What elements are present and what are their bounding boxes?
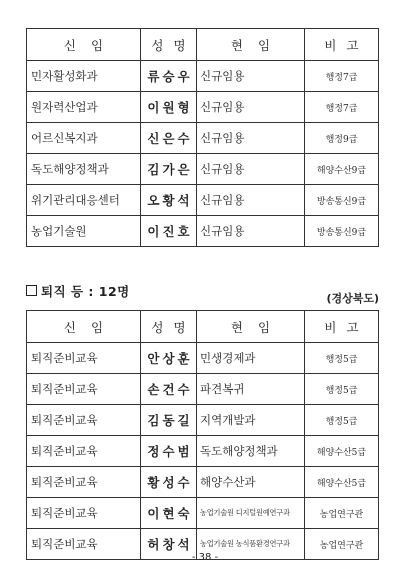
- note-cell: 행정9급: [305, 123, 379, 154]
- name-cell: 이현숙: [141, 498, 197, 529]
- name-cell: 김동길: [141, 405, 197, 436]
- current-post-cell: 해양수산과: [197, 467, 305, 498]
- note-cell: 행정7급: [305, 92, 379, 123]
- current-post-cell: 지역개발과: [197, 405, 305, 436]
- name-cell: 안상훈: [141, 343, 197, 374]
- new-post-cell: 퇴직준비교육: [27, 467, 141, 498]
- name-cell: 황성수: [141, 467, 197, 498]
- table-row: [27, 123, 379, 154]
- current-post-cell: 파견복귀: [197, 374, 305, 405]
- region-label: (경상북도): [326, 292, 379, 305]
- header-current-post: 현임: [197, 311, 305, 343]
- current-post-cell: 신규임용: [197, 185, 305, 216]
- name-cell: 허창석: [141, 529, 197, 560]
- note-cell: 행정5급: [305, 405, 379, 436]
- table-row: [27, 185, 379, 216]
- new-post-cell: 농업기술원: [27, 216, 141, 247]
- current-post-cell: 신규임용: [197, 216, 305, 247]
- header-current-post: 현임: [197, 29, 305, 61]
- header-new-post: 신임: [27, 29, 141, 61]
- header-new-post: 신임: [27, 311, 141, 343]
- checkbox-square-icon: [26, 285, 37, 296]
- retirement-table: [26, 310, 379, 560]
- table-row: [27, 498, 379, 529]
- table-row: [27, 405, 379, 436]
- name-cell: 신은수: [141, 123, 197, 154]
- name-cell: 이원형: [141, 92, 197, 123]
- current-post-cell: 독도해양정책과: [197, 436, 305, 467]
- retirement-section-title: [26, 282, 130, 300]
- header-note: 비고: [305, 311, 379, 343]
- note-cell: 행정5급: [305, 374, 379, 405]
- current-post-cell: 민생경제과: [197, 343, 305, 374]
- note-cell: 해양수산5급: [305, 436, 379, 467]
- name-cell: 오황석: [141, 185, 197, 216]
- new-post-cell: 퇴직준비교육: [27, 529, 141, 560]
- current-post-cell: 신규임용: [197, 92, 305, 123]
- note-cell: 방송통신9급: [305, 216, 379, 247]
- note-cell: 해양수산9급: [305, 154, 379, 185]
- name-cell: 손건수: [141, 374, 197, 405]
- header-note: 비고: [305, 29, 379, 61]
- table-row: [27, 343, 379, 374]
- new-post-cell: 민자활성화과: [27, 61, 141, 92]
- current-post-cell: 농업기술원 디지털원예연구과: [197, 498, 305, 529]
- header-name: 성명: [141, 29, 197, 61]
- current-post-cell: 신규임용: [197, 61, 305, 92]
- new-post-cell: 원자력산업과: [27, 92, 141, 123]
- new-post-cell: 위기관리대응센터: [27, 185, 141, 216]
- new-post-cell: 퇴직준비교육: [27, 343, 141, 374]
- section-title-text: 퇴직 등 : 12명: [41, 284, 130, 299]
- table-row: [27, 92, 379, 123]
- note-cell: 행정5급: [305, 343, 379, 374]
- note-cell: 농업연구관: [305, 498, 379, 529]
- name-cell: 김가은: [141, 154, 197, 185]
- name-cell: 정수범: [141, 436, 197, 467]
- current-post-cell: 신규임용: [197, 154, 305, 185]
- table-row: [27, 61, 379, 92]
- new-post-cell: 독도해양정책과: [27, 154, 141, 185]
- current-post-cell: 신규임용: [197, 123, 305, 154]
- note-cell: 해양수산5급: [305, 467, 379, 498]
- table-row: [27, 436, 379, 467]
- new-post-cell: 퇴직준비교육: [27, 498, 141, 529]
- page-number: - 38 -: [191, 552, 219, 563]
- new-post-cell: 퇴직준비교육: [27, 405, 141, 436]
- table-row: [27, 374, 379, 405]
- table-row: [27, 216, 379, 247]
- table-row: [27, 154, 379, 185]
- appointments-table: [26, 28, 379, 247]
- current-post-cell: 농업기술원 농식품환경연구과: [197, 529, 305, 560]
- table-row: [27, 467, 379, 498]
- name-cell: 류승우: [141, 61, 197, 92]
- new-post-cell: 어르신복지과: [27, 123, 141, 154]
- new-post-cell: 퇴직준비교육: [27, 374, 141, 405]
- name-cell: 이진호: [141, 216, 197, 247]
- new-post-cell: 퇴직준비교육: [27, 436, 141, 467]
- note-cell: 농업연구관: [305, 529, 379, 560]
- table-header-row: [27, 29, 379, 61]
- note-cell: 방송통신9급: [305, 185, 379, 216]
- note-cell: 행정7급: [305, 61, 379, 92]
- header-name: 성명: [141, 311, 197, 343]
- table-header-row: [27, 311, 379, 343]
